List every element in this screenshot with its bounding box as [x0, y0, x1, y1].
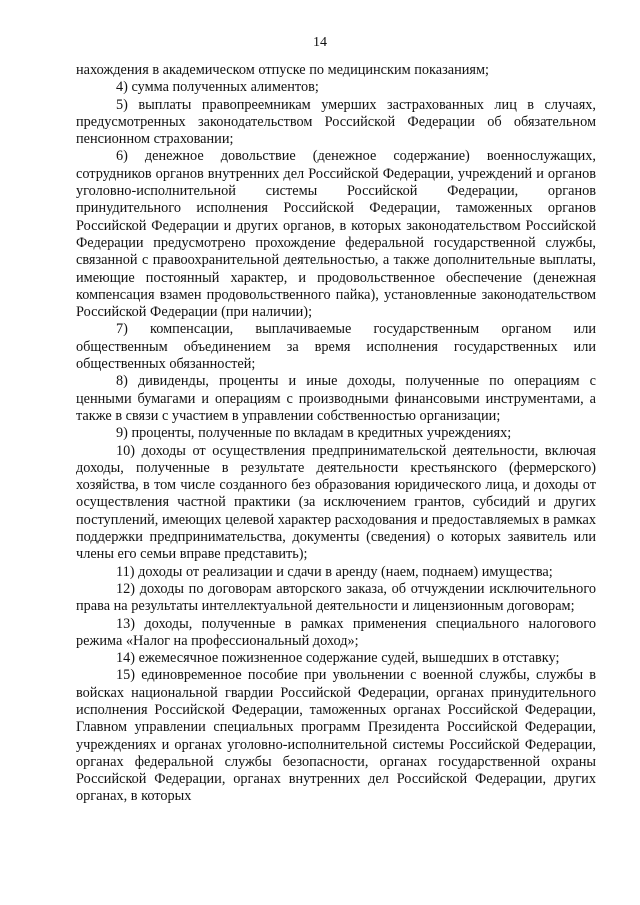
- paragraph-item-11: 11) доходы от реализации и сдачи в аренду (наем, поднаем) имущества;: [116, 563, 553, 580]
- paragraph-item-7: 7) компенсации, выплачиваемые государственным органом или общественным объединением за время исполнения государственных или общественных обязанностей;: [76, 321, 596, 373]
- paragraph-item-5: 5) выплаты правопреемникам умерших застрахованных лиц в случаях, предусмотренных законодательством Российской Федерации об обязательном пенсионном страховании;: [76, 96, 596, 148]
- paragraph-item-13: 13) доходы, полученные в рамках применения специального налогового режима «Налог на профессиональный доход»;: [76, 615, 596, 649]
- paragraph-item-6: 6) денежное довольствие (денежное содержание) военнослужащих, сотрудников органов внутренних дел Российской Федерации, учреждений и органов уголовно-исполнительной системы Российской Федерации, органов принудительного исполнения Российской Федерации, таможенных органов Российской Федерации и других органов, в которых законодательством Российской Федерации предусмотрено прохождение федеральной государственной службы, связанной с правоохранительной деятельностью, а также дополнительные выплаты, имеющие постоянный характер, и продовольственное обеспечение (денежная компенсация взамен продовольственного пайка), установленные законодательством Российской Федерации (при наличии);: [76, 148, 596, 321]
- paragraph-item-8: 8) дивиденды, проценты и иные доходы, полученные по операциям с ценными бумагами и операциям с производными финансовыми инструментами, а также в связи с участием в управлении собственностью организации;: [76, 373, 596, 424]
- paragraph-continuation: нахождения в академическом отпуске по медицинским показаниям;: [76, 62, 490, 78]
- paragraph-item-10: 10) доходы от осуществления предпринимательской деятельности, включая доходы, полученные в результате деятельности крестьянского (фермерского) хозяйства, в том числе созданного без образования юридического лица, и доходы от осуществления частной практики (за исключением грантов, субсидий и других поступлений, имеющих целевой характер расходования и предоставляемых в рамках поддержки предпринимательства, документы (сведения) о которых заявитель или члены его семьи вправе представить);: [76, 442, 596, 563]
- paragraph-item-14: 14) ежемесячное пожизненное содержание судей, вышедших в отставку;: [116, 650, 560, 667]
- page-number: 14: [313, 35, 327, 50]
- paragraph-item-4: 4) сумма полученных алиментов;: [116, 79, 319, 96]
- paragraph-item-12: 12) доходы по договорам авторского заказа, об отчуждении исключительного права на результаты интеллектуальной деятельности и лицензионным договорам;: [76, 580, 596, 615]
- paragraph-item-15: 15) единовременное пособие при увольнении с военной службы, службы в войсках национальной гвардии Российской Федерации, органах принудительного исполнения Российской Федерации, таможенных органах Российской Федерации, Главном управлении специальных программ Президента Российской Федерации, учреждениях и органах уголовно-исполнительной системы Российской Федерации, органах федеральной службы безопасности, органах государственной охраны Российской Федерации, органах внутренних дел Российской Федерации, других органах, в которых: [76, 667, 596, 805]
- paragraph-item-9: 9) проценты, полученные по вкладам в кредитных учреждениях;: [116, 425, 512, 442]
- document-body: [76, 62, 596, 806]
